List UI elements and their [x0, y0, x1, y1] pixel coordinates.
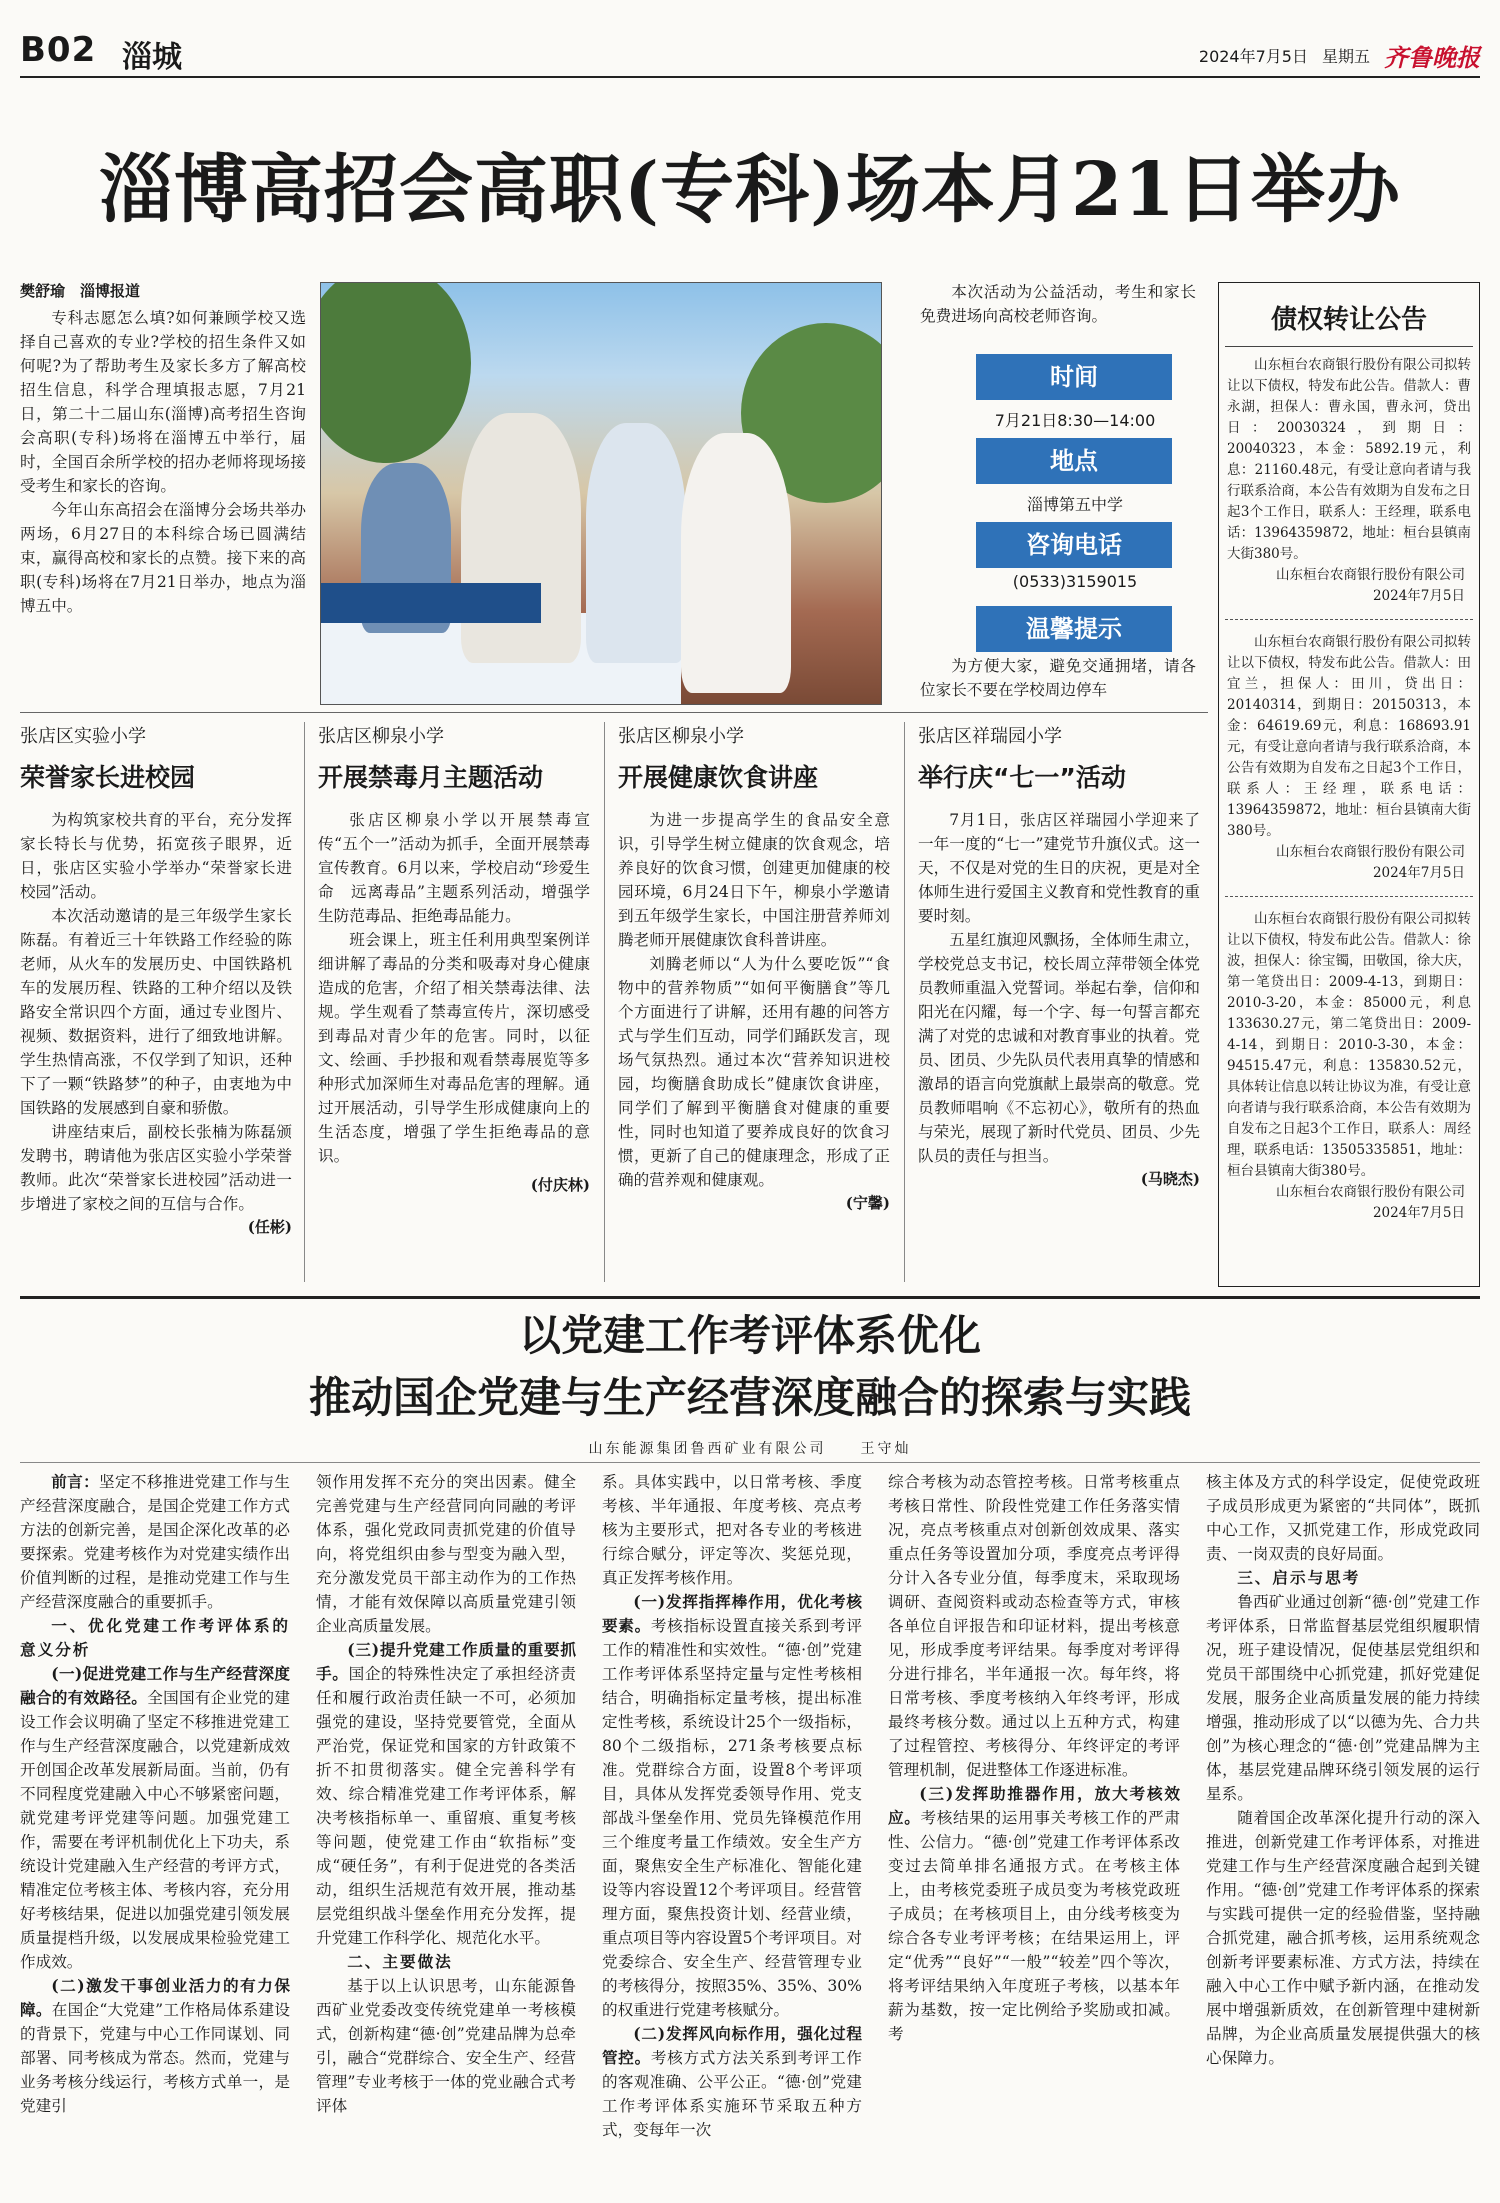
article2-col-3	[602, 1470, 862, 2142]
section-rule	[20, 712, 1208, 713]
school-title: 荣誉家长进校园	[20, 763, 196, 792]
place-label: 地点	[976, 438, 1172, 484]
article-rule	[20, 1296, 1480, 1299]
notice-item-date: 2024年7月5日	[1372, 588, 1465, 604]
school-news-4	[918, 722, 1200, 1189]
place-value: 淄博第五中学	[1026, 495, 1123, 514]
school-title: 开展禁毒月主题活动	[318, 763, 544, 792]
column-divider	[304, 722, 305, 1282]
tip-text	[920, 654, 1196, 702]
photo-person	[461, 413, 581, 663]
school-kicker: 张店区柳泉小学	[318, 726, 444, 747]
school-para: 为进一步提高学生的食品安全意识，引导学生树立健康的饮食观念，培养良好的饮食习惯，创建更加健康的校园环境，6月24日下午，柳泉小学邀请到五年级学生家长，中国注册营养师刘腾老师开展健康饮食科普讲座。	[618, 811, 890, 949]
article-para: 基于以上认识思考，山东能源鲁西矿业党委改变传统党建单一考核模式，创新构建“德·创”党建品牌为总牵引，融合“党群综合、安全生产、经营管理”专业考核于一体的党业融合式考评体	[316, 1977, 576, 2115]
section-name: 淄城	[122, 40, 182, 75]
school-author: (宁馨)	[845, 1194, 890, 1212]
time-label: 时间	[976, 354, 1172, 400]
school-title: 举行庆“七一”活动	[918, 763, 1126, 792]
school-kicker: 张店区祥瑞园小学	[918, 726, 1062, 747]
notice-title: 债权转让公告	[1270, 305, 1427, 335]
notice-item-text: 山东桓台农商银行股份有限公司拟转让以下债权，特发布此公告。借款人：田宜兰，担保人：田川，贷出日：20140314，到期日：20150313，本金：64619.69元，利息：168693.91元，有受让意向者请与我行联系洽商，本公告有效期为自发布之日起3个工作日，联系人：王经理，联系电话：13964359872，地址：桓台县镇南大街380号。	[1227, 634, 1471, 839]
school-author: (付庆林)	[530, 1176, 590, 1194]
notice-item-sign: 山东桓台农商银行股份有限公司	[1276, 844, 1465, 860]
school-para: 7月1日，张店区祥瑞园小学迎来了一年一度的“七一”建党节升旗仪式。这一天，不仅是对党的生日的庆祝，更是对全体师生进行爱国主义教育和党性教育的重要时刻。	[918, 811, 1200, 925]
notice-divider	[1225, 619, 1473, 620]
notice-item-sign: 山东桓台农商银行股份有限公司	[1276, 1184, 1465, 1200]
sub-heading: (一)促进党建工作与生产经营深度融合的有效路径。	[20, 1664, 290, 1707]
column-divider	[604, 722, 605, 1282]
photo-tree	[320, 282, 471, 463]
photo-person	[681, 433, 791, 693]
issue-date: 2024年7月5日	[1198, 47, 1308, 66]
notice-item-text: 山东桓台农商银行股份有限公司拟转让以下债权，特发布此公告。借款人：曹永湖，担保人：曹永国，曹永河，贷出日：20030324，到期日：20040323，本金：5892.19元，利息：21160.48元，有受让意向者请与我行联系洽商，本公告有效期为自发布之日起3个工作日，联系人：王经理，联系电话：13964359872，地址：桓台县镇南大街380号。	[1227, 357, 1471, 562]
event-photo	[320, 282, 882, 705]
school-news-1	[20, 722, 292, 1237]
article-para: 系。具体实践中，以日常考核、季度考核、半年通报、年度考核、亮点考核为主要形式，把对各专业的考核进行综合赋分，评定等次、奖惩兑现，真正发挥考核作用。	[602, 1473, 862, 1587]
lead-right-text	[920, 280, 1196, 328]
debt-notice-box	[1218, 282, 1480, 1287]
sub-heading: (三)提升党建工作质量的重要抓手。	[316, 1640, 576, 1683]
notice-divider	[1225, 896, 1473, 897]
school-kicker: 张店区柳泉小学	[618, 726, 744, 747]
article-para: 考核指标设置直接关系到考评工作的精准性和实效性。“德·创”党建工作考评体系坚持定量与定性考核相结合，明确指标定量考核，提出标准定性考核，系统设计25个一级指标，80个二级指标，271条考核要点标准。党群综合方面，设置8个考评项目，具体从发挥党委领导作用、党支部战斗堡垒作用、党员先锋模范作用三个维度考量工作绩效。安全生产方面，聚焦安全生产标准化、智能化建设等内容设置12个考评项目。经营管理方面，聚焦投资计划、经营业绩，重点项目等内容设置5个考评项目。对党委综合、安全生产、经营管理专业的考核得分，按照35%、35%、30%的权重进行党建考核赋分。	[602, 1617, 862, 2019]
lead-body	[20, 306, 306, 618]
article-para: 考核方式方法关系到考评工作的客观准确、公平公正。“德·创”党建工作考评体系实施环节采取五种方式，变每年一次	[602, 2049, 862, 2139]
issue-weekday: 星期五	[1321, 47, 1370, 66]
article2-byline: 山东能源集团鲁西矿业有限公司 王守灿	[588, 1441, 912, 1457]
lead-para: 专科志愿怎么填?如何兼顾学校又选择自己喜欢的专业?学校的招生条件又如何呢?为了帮助考生及家长多方了解高校招生信息，科学合理填报志愿，7月21日，第二十二届山东(淄博)高考招生咨询会高职(专科)场将在淄博五中举行，届时，全国百余所学校的招办老师将现场接受考生和家长的咨询。	[20, 309, 306, 495]
article2-title-line1: 以党建工作考评体系优化	[518, 1311, 981, 1360]
school-author: (任彬)	[247, 1218, 292, 1236]
byline-rule	[20, 1462, 1480, 1463]
page-number: B02	[20, 30, 97, 70]
preface-text: 坚定不移推进党建工作与生产经营深度融合，是国企党建工作方式方法的创新完善，是国企深化改革的必要探索。党建考核作为对党建实绩作出价值判断的过程，是推动党建工作与生产经营深度融合的重要抓手。	[20, 1473, 290, 1611]
notice-item-date: 2024年7月5日	[1372, 1205, 1465, 1221]
phone-label: 咨询电话	[976, 522, 1172, 568]
preface-label: 前言：	[51, 1472, 100, 1491]
article-para: 核主体及方式的科学设定，促使党政班子成员形成更为紧密的“共同体”，既抓中心工作，又抓党建工作，形成党政同责、一岗双责的良好局面。	[1206, 1473, 1480, 1563]
school-author: (马晓杰)	[1140, 1170, 1200, 1188]
tip-value: 为方便大家，避免交通拥堵，请各位家长不要在学校周边停车	[920, 657, 1196, 699]
lead-byline: 樊舒瑜 淄博报道	[20, 282, 141, 300]
photo-banner	[321, 583, 541, 623]
article2-col-5	[1206, 1470, 1480, 2070]
free-entry-para: 本次活动为公益活动，考生和家长免费进场向高校老师咨询。	[920, 283, 1196, 325]
article-para: 在国企“大党建”工作格局体系建设的背景下，党建与中心工作同谋划、同部署、同考核成为常态。然而，党建与业务考核分线运行，考核方式单一，是党建引	[20, 2001, 290, 2115]
school-news-3	[618, 722, 890, 1213]
column-divider	[904, 722, 905, 1282]
sub-heading: (一)发挥指挥棒作用，优化考核要素。	[602, 1592, 862, 1635]
school-title: 开展健康饮食讲座	[618, 763, 819, 792]
phone-value: (0533)3159015	[1012, 572, 1138, 591]
lead-para: 今年山东高招会在淄博分会场共举办两场，6月27日的本科综合场已圆满结束，赢得高校和家长的点赞。接下来的高职(专科)场将在7月21日举办，地点为淄博五中。	[20, 501, 306, 615]
school-para: 张店区柳泉小学以开展禁毒宣传“五个一”活动为抓手，全面开展禁毒宣传教育。6月以来，学校启动“珍爱生命 远离毒品”主题系列活动，增强学生防范毒品、拒绝毒品能力。	[318, 811, 590, 925]
sub-heading: (二)激发干事创业活力的有力保障。	[20, 1976, 290, 2019]
article-para: 综合考核为动态管控考核。日常考核重点考核日常性、阶段性党建工作任务落实情况，亮点考核重点对创新创效成果、落实重点任务等设置加分项，季度亮点考评得分计入各专业分值，每季度末，采取现场调研、查阅资料或动态检查等方式，审核各单位自评报告和印证材料，提出考核意见，形成季度考评结果。每季度对考评得分进行排名，半年通报一次。每年终，将日常考核、季度考核纳入年终考评，形成最终考核分数。通过以上五种方式，构建了过程管控、考核得分、年终评定的考评管理机制，促进整体工作逐进标准。	[888, 1473, 1180, 1779]
header-rule	[20, 76, 1480, 78]
article2-col-4	[888, 1470, 1180, 2046]
photo-person	[586, 423, 686, 663]
article-para: 全国国有企业党的建设工作会议明确了坚定不移推进党建工作与生产经营深度融合，以党建新成效开创国企改革发展新局面。当前，仍有不同程度党建融入中心不够紧密问题，就党建考评党建等问题。加强党建工作，需要在考评机制优化上下功夫，系统设计党建融入生产经营的考评方式，精准定位考核主体、考核内容，充分用好考核结果，促进以加强党建引领发展质量提档升级，以发展成果检验党建工作成效。	[20, 1689, 290, 1971]
school-news-2	[318, 722, 590, 1195]
section-heading: 三、启示与思考	[1237, 1568, 1361, 1587]
school-para: 为构筑家校共育的平台，充分发挥家长特长与优势，拓宽孩子眼界，近日，张店区实验小学举办“荣誉家长进校园”活动。	[20, 811, 292, 901]
article-para: 随着国企改革深化提升行动的深入推进，创新党建工作考评体系，对推进党建工作与生产经营深度融合起到关键作用。“德·创”党建工作考评体系的探索与实践可提供一定的经验借鉴，坚持融合抓党建，融合抓考核，运用系统观念创新考评要素标准、方式方法，持续在融入中心工作中赋予新内涵，在推动发展中增强新质效，在创新管理中建树新品牌，为企业高质量发展提供强大的核心保障力。	[1206, 1809, 1480, 2067]
article-para: 领作用发挥不充分的突出因素。健全完善党建与生产经营同向同融的考评体系，强化党政同责抓党建的价值导向，将党组织由参与型变为融入型，充分激发党员干部主动作为的工作热情，才能有效保障以高质量党建引领企业高质量发展。	[316, 1473, 576, 1635]
notice-item-sign: 山东桓台农商银行股份有限公司	[1276, 567, 1465, 583]
school-kicker: 张店区实验小学	[20, 726, 146, 747]
section-heading: 二、主要做法	[347, 1952, 453, 1971]
sub-heading: (三)发挥助推器作用，放大考核效应。	[888, 1784, 1180, 1827]
masthead	[1199, 38, 1480, 73]
school-para: 班会课上，班主任利用典型案例详细讲解了毒品的分类和吸毒对身心健康造成的危害，介绍了相关禁毒法律、法规。学生观看了禁毒宣传片，深切感受到毒品对青少年的危害。同时，以征文、绘画、手抄报和观看禁毒展览等多种形式加深师生对毒品危害的理解。通过开展活动，引导学生形成健康向上的生活态度，增强了学生拒绝毒品的意识。	[318, 931, 590, 1165]
school-para: 讲座结束后，副校长张楠为陈磊颁发聘书，聘请他为张店区实验小学荣誉教师。此次“荣誉家长进校园”活动进一步增进了家校之间的互信与合作。	[20, 1123, 292, 1213]
article-para: 国企的特殊性决定了承担经济责任和履行政治责任缺一不可，必须加强党的建设，坚持党要管党，全面从严治党，保证党和国家的方针政策不折不扣贯彻落实。健全完善科学有效、综合精准党建工作考评体系，解决考核指标单一、重留痕、重复考核等问题，使党建工作由“软指标”变成“硬任务”，有利于促进党的各类活动，组织生活规范有效开展，推动基层党组织战斗堡垒作用充分发挥，提升党建工作科学化、规范化水平。	[316, 1665, 576, 1947]
school-para: 刘腾老师以“人为什么要吃饭”“食物中的营养物质”“如何平衡膳食”等几个方面进行了讲解，还用有趣的问答方式与学生们互动，同学们踊跃发言，现场气氛热烈。通过本次“营养知识进校园，均衡膳食助成长”健康饮食讲座，同学们了解到平衡膳食对健康的重要性，同时也知道了要养成良好的饮食习惯，更新了自己的健康理念，形成了正确的营养观和健康观。	[618, 955, 890, 1189]
article-para: 鲁西矿业通过创新“德·创”党建工作考评体系，日常监督基层党组织履职情况，班子建设情况，促使基层党组织和党员干部围绕中心抓党建，抓好党建促发展，服务企业高质量发展的能力持续增强，推动形成了以“以德为先、合力共创”为核心理念的“德·创”党建品牌为主体，基层党建品牌环绕引领发展的运行星系。	[1206, 1593, 1480, 1803]
article2-col-1	[20, 1470, 290, 2118]
sub-heading: (二)发挥风向标作用，强化过程管控。	[602, 2024, 862, 2067]
section-heading: 一、优化党建工作考评体系的意义分析	[20, 1616, 290, 1659]
article-para: 考核结果的运用事关考核工作的严肃性、公信力。“德·创”党建工作考评体系改变过去简单排名通报方式。在考核主体上，由考核党委班子成员变为考核党政班子成员；在考核项目上，由分线考核变为综合各专业考评考核；在结果运用上，评定“优秀”“良好”“一般”“较差”四个等次，将考评结果纳入年度班子考核，以基本年薪为基数，按一定比例给予奖励或扣减。考	[888, 1809, 1180, 2043]
notice-item-date: 2024年7月5日	[1372, 865, 1465, 881]
school-para: 本次活动邀请的是三年级学生家长陈磊。有着近三十年铁路工作经验的陈老师，从火车的发展历史、中国铁路机车的发展历程、铁路的工种介绍以及铁路安全常识四个方面，通过专业图片、视频、数据资料，进行了细致地讲解。学生热情高涨，不仅学到了知识，还种下了一颗“铁路梦”的种子，由衷地为中国铁路的发展感到自豪和骄傲。	[20, 907, 292, 1117]
tip-label: 温馨提示	[976, 606, 1172, 652]
article2-title-line2: 推动国企党建与生产经营深度融合的探索与实践	[308, 1373, 1191, 1422]
main-headline: 淄博高招会高职(专科)场本月21日举办	[98, 147, 1401, 233]
time-value: 7月21日8:30—14:00	[994, 411, 1156, 430]
school-para: 五星红旗迎风飘扬，全体师生肃立，学校党总支书记，校长周立萍带领全体党员教师重温入党誓词。举起右拳，信仰和阳光在闪耀，每一个字、每一句誓言都充满了对党的忠诚和对教育事业的执着。党员、团员、少先队员代表用真挚的情感和激昂的语言向党旗献上最崇高的敬意。党员教师唱响《不忘初心》，敬所有的热血与荣光，展现了新时代党员、团员、少先队员的责任与担当。	[918, 931, 1200, 1165]
paper-logo: 齐鲁晚报	[1384, 43, 1480, 72]
notice-item-text: 山东桓台农商银行股份有限公司拟转让以下债权，特发布此公告。借款人：徐波，担保人：徐宝镯，田敬国，徐大庆，第一笔贷出日：2009-4-13，到期日：2010-3-20，本金：85000元，利息133630.27元，第二笔贷出日：2009-4-14，到期日：2010-3-30，本金：94515.47元，利息：135830.52元，具体转让信息以转让协议为准，有受让意向者请与我行联系洽商，本公告有效期为自发布之日起3个工作日，联系人：周经理，联系电话：13505335851，地址：桓台县镇南大街380号。	[1227, 911, 1471, 1179]
article2-col-2	[316, 1470, 576, 2118]
